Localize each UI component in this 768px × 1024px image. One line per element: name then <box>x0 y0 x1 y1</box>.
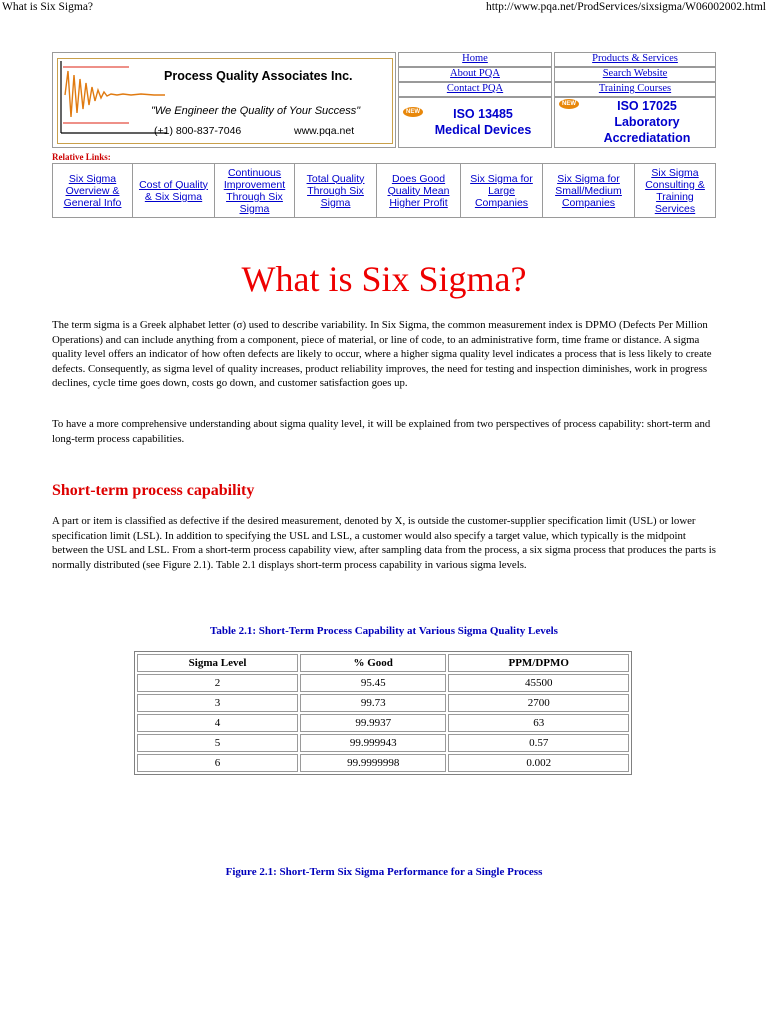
related-link-ci-text: Continuous Improvement Through Six Sigma <box>223 166 286 215</box>
related-link-large-companies[interactable] <box>461 164 543 217</box>
control-chart-logo-icon <box>59 57 169 135</box>
new-badge-icon: NEW <box>559 99 579 109</box>
company-name: Process Quality Associates Inc. <box>164 69 353 83</box>
nav-link-products[interactable]: Products & Services <box>592 53 678 64</box>
nav-cell-contact <box>398 82 552 97</box>
table-row <box>137 714 629 732</box>
table-row <box>137 734 629 752</box>
company-phone: (+1) 800-837-7046 <box>154 125 242 137</box>
page-title: What is Six Sigma? <box>241 259 527 299</box>
nav-link-search[interactable]: Search Website <box>602 68 668 79</box>
table-row <box>137 694 629 712</box>
iso-17025-title: ISO 17025 <box>617 99 677 113</box>
company-website: www.pqa.net <box>294 125 355 137</box>
nav-cell-products <box>554 52 716 67</box>
iso-13485-subtitle: Medical Devices <box>434 123 532 137</box>
related-link-cost-text: Cost of Quality & Six Sigma <box>139 178 208 203</box>
iso-13485-panel[interactable] <box>398 97 552 148</box>
related-link-small-medium[interactable] <box>543 164 635 217</box>
related-link-tq-text: Total Quality Through Six Sigma <box>306 172 365 209</box>
col-header-good: % Good <box>300 654 446 672</box>
nav-link-about[interactable]: About PQA <box>450 68 500 79</box>
company-tagline: "We Engineer the Quality of Your Success" <box>151 105 361 117</box>
cell-ppm: 2700 <box>448 694 629 712</box>
nav-cell-about <box>398 67 552 82</box>
nav-link-contact[interactable]: Contact PQA <box>446 83 504 94</box>
cell-sigma: 6 <box>137 754 298 772</box>
cell-ppm: 0.002 <box>448 754 629 772</box>
print-url: http://www.pqa.net/ProdServices/sixsigma/W06002002.html <box>485 1 766 13</box>
col-header-sigma: Sigma Level <box>137 654 298 672</box>
nav-cell-training <box>554 82 716 97</box>
iso-17025-line3: Accrediatation <box>603 131 691 145</box>
related-link-consulting[interactable] <box>635 164 715 217</box>
cell-good: 99.999943 <box>300 734 446 752</box>
cell-good: 99.9999998 <box>300 754 446 772</box>
cell-sigma: 4 <box>137 714 298 732</box>
cell-ppm: 0.57 <box>448 734 629 752</box>
nav-cell-home <box>398 52 552 67</box>
iso-13485-title: ISO 13485 <box>453 107 513 121</box>
iso-17025-line2: Laboratory <box>614 115 680 129</box>
nav-link-home[interactable]: Home <box>462 53 488 64</box>
intro-paragraph: The term sigma is a Greek alphabet letter (σ) used to describe variability. In Six Sigma, the common measurement index is DPMO (Defects Per Million Operations) and can include anything from a component, piece of material, or line of code, to an administrative form, time frame or distance. A sigma quality level offers an indicator of how often defects are likely to occur, where a higher sigma quality level indicates a process that is less likely to create defects. Consequently, as sigma level of quality increases, product reliability improves, the need for testing and inspection diminishes, work in progress declines, cycle time goes down, costs go down, and customer satisfaction goes up. <box>52 319 712 389</box>
site-banner <box>52 52 716 172</box>
cell-ppm: 63 <box>448 714 629 732</box>
logo-panel[interactable] <box>52 52 396 148</box>
related-link-continuous-improvement[interactable] <box>215 164 295 217</box>
related-link-total-quality[interactable] <box>295 164 377 217</box>
nav-cell-search <box>554 67 716 82</box>
related-link-good-quality[interactable] <box>377 164 461 217</box>
print-header <box>0 0 768 16</box>
nav-link-training[interactable]: Training Courses <box>598 83 672 94</box>
cell-good: 99.9937 <box>300 714 446 732</box>
sigma-table <box>134 651 632 775</box>
new-badge-icon: NEW <box>403 107 423 117</box>
table-row <box>137 754 629 772</box>
short-term-paragraph: A part or item is classified as defective if the desired measurement, denoted by X, is outside the customer-supplier specification limit (USL) or lower specification limit (LSL). In addition to specifying the USL and LSL, a customer would also specify a target value, which typically is the midpoint between the USL and LSL. From a short-term process capability view, after sampling data from the process, a six sigma process that produces the parts is normally distributed (see Figure 2.1). Table 2.1 displays short-term process capability in various sigma levels. <box>52 515 716 571</box>
related-link-cost-of-quality[interactable] <box>133 164 215 217</box>
table-header-row <box>137 654 629 672</box>
related-link-consulting-text: Six Sigma Consulting & Training Services <box>645 166 705 215</box>
relative-links-label: Relative Links: <box>52 152 111 162</box>
print-title: What is Six Sigma? <box>2 1 94 13</box>
related-link-overview-text: Six Sigma Overview & General Info <box>63 172 122 209</box>
related-link-gq-text: Does Good Quality Mean Higher Profit <box>387 172 450 209</box>
related-link-small-text: Six Sigma for Small/Medium Companies <box>555 172 622 209</box>
relative-links-row <box>52 163 716 218</box>
section-heading: Short-term process capability <box>52 482 255 499</box>
cell-ppm: 45500 <box>448 674 629 692</box>
table-row <box>137 674 629 692</box>
iso-17025-panel[interactable] <box>554 97 716 148</box>
figure-caption: Figure 2.1: Short-Term Six Sigma Performance for a Single Process <box>225 866 543 878</box>
cell-sigma: 3 <box>137 694 298 712</box>
top-nav <box>398 52 716 148</box>
cell-sigma: 5 <box>137 734 298 752</box>
related-link-large-text: Six Sigma for Large Companies <box>470 172 533 209</box>
related-link-overview[interactable] <box>53 164 133 217</box>
cell-good: 95.45 <box>300 674 446 692</box>
perspectives-paragraph: To have a more comprehensive understanding about sigma quality level, it will be explained from two perspectives of process capability: short-term and long-term process capabilities. <box>52 418 711 445</box>
table-caption: Table 2.1: Short-Term Process Capability at Various Sigma Quality Levels <box>210 625 558 637</box>
col-header-ppm: PPM/DPMO <box>448 654 629 672</box>
cell-good: 99.73 <box>300 694 446 712</box>
cell-sigma: 2 <box>137 674 298 692</box>
